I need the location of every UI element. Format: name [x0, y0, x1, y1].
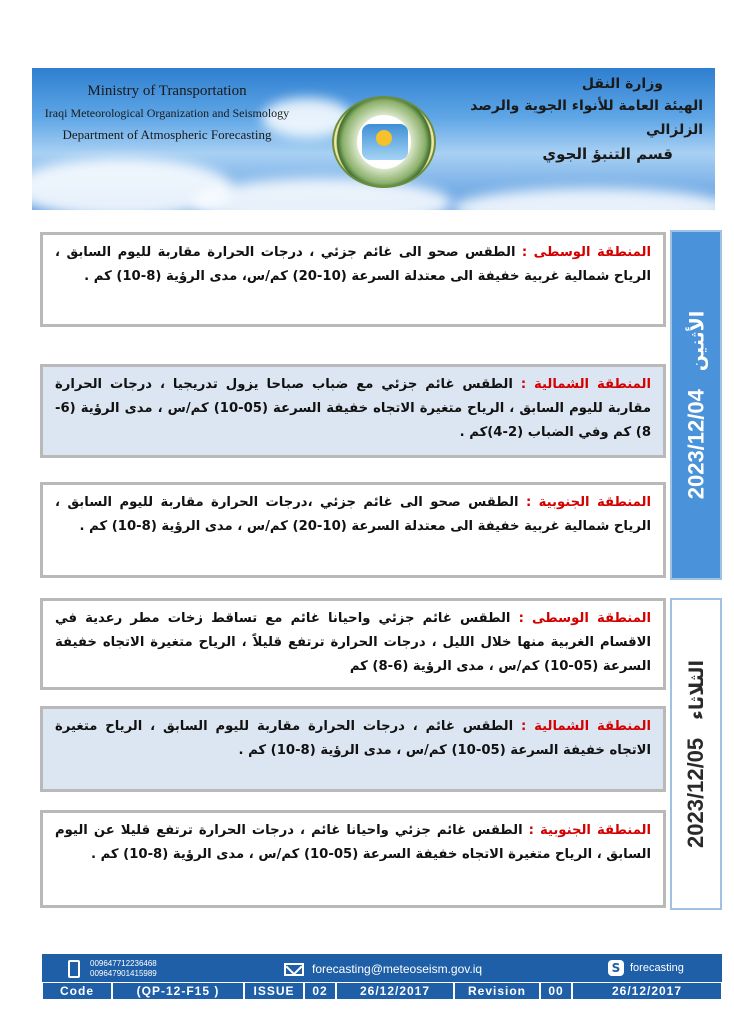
region-forecast-text: الطقس غائم جزئي واحيانا غائم مع تساقط زخات مطر رعدية في الاقسام الغربية منها خلال الليل ، درجات الحرارة ترتفع قليلاً ، الرياح متغيرة الاتجاه خفيفة السرعة (05-10) كم/س ، مدى الرؤية (6-8) كم [55, 611, 651, 674]
region-title: المنطقة الجنوبية : [528, 823, 652, 838]
region-forecast-text: الطقس غائم ، درجات الحرارة مقاربة لليوم السابق ، الرياح متغيرة الاتجاه خفيفة السرعة (05-10) كم/س ، مدى الرؤية (8-10) كم . [55, 719, 651, 758]
region-title: المنطقة الجنوبية : [525, 495, 651, 510]
document-control-strip [42, 982, 722, 1000]
letterhead-banner [32, 68, 715, 210]
department-name-en: Department of Atmospheric Forecasting [62, 127, 272, 142]
cloud-decoration [452, 188, 715, 210]
email-address: forecasting@meteoseism.gov.iq [312, 962, 483, 976]
region-forecast-box [40, 706, 666, 792]
day-label-column [670, 598, 722, 910]
document-footer [42, 954, 722, 1000]
english-heading [42, 80, 292, 146]
phone-number: 009647901415989 [90, 969, 157, 978]
phone-icon [68, 960, 80, 978]
cloud-decoration [192, 178, 452, 210]
region-forecast-box [40, 598, 666, 690]
forecast-day: الثلاثاء [686, 660, 709, 720]
ministry-name-ar: وزارة النقل [581, 76, 663, 92]
region-forecast-text: الطقس صحو الى غائم جزئي ،درجات الحرارة مقاربة لليوم السابق ، الرياح شمالية غربية خفيفة الى معتدلة السرعة (10-20) كم/س ، مدى الرؤية (8-10) كم . [55, 495, 651, 534]
phone-numbers [90, 959, 157, 979]
forecast-day: الأثنين [686, 310, 709, 372]
department-name-ar: قسم التنبؤ الجوي [542, 145, 673, 163]
region-forecast-text: الطقس صحو الى غائم جزئي ، درجات الحرارة مقاربة لليوم السابق ، الرياح شمالية غربية خفيفة الى معتدلة السرعة (10-20) كم/س، مدى الرؤية (8-10) كم . [55, 245, 651, 284]
region-forecast-box [40, 232, 666, 327]
logo-sky-icon [362, 124, 408, 160]
code-value: (QP-12-F15 ) [112, 982, 244, 1000]
organization-name-en: Iraqi Meteorological Organization and Seismology [44, 106, 290, 120]
revision-value: 00 [540, 982, 572, 1000]
skype-icon: S [608, 960, 624, 976]
region-forecast-text: الطقس غائم جزئي مع ضباب صباحا يزول تدريجيا ، درجات الحرارة مقاربة لليوم السابق ، الرياح متغيرة الاتجاه خفيفة السرعة (05-10) كم/س ، مدى الرؤية (6-8) كم وفي الضباب (2-4)كم . [55, 377, 651, 440]
region-forecast-box [40, 482, 666, 578]
revision-label: Revision [454, 982, 540, 1000]
region-forecast-box [40, 810, 666, 908]
day-label-column [670, 230, 722, 580]
code-label: Code [42, 982, 112, 1000]
skype-handle: forecasting [630, 962, 684, 974]
arabic-heading [453, 74, 703, 166]
region-title: المنطقة الشمالية : [520, 377, 651, 392]
forecast-date: 2023/12/05 [683, 737, 709, 848]
logo-sun-icon [376, 130, 392, 146]
revision-date: 26/12/2017 [572, 982, 722, 1000]
region-title: المنطقة الوسطى : [521, 245, 651, 260]
forecast-date: 2023/12/04 [683, 389, 709, 500]
region-title: المنطقة الشمالية : [521, 719, 651, 734]
issue-value: 02 [304, 982, 336, 1000]
ministry-name-en: Ministry of Transportation [87, 83, 247, 99]
issue-label: ISSUE [244, 982, 304, 1000]
phone-number: 009647712236468 [90, 959, 157, 968]
region-title: المنطقة الوسطى : [518, 611, 652, 626]
organization-logo [332, 96, 436, 188]
region-forecast-text: الطقس غائم جزئي واحيانا غائم ، درجات الحرارة ترتفع قليلا عن اليوم السابق ، الرياح متغيرة الاتجاه خفيفة السرعة (05-10) كم/س ، مدى الرؤية (8-10) كم . [55, 823, 651, 862]
issue-date: 26/12/2017 [336, 982, 454, 1000]
region-forecast-box [40, 364, 666, 458]
mail-icon [284, 963, 304, 976]
organization-name-ar: الهيئة العامة للأنواء الجوية والرصد الزلزالي [470, 98, 703, 138]
